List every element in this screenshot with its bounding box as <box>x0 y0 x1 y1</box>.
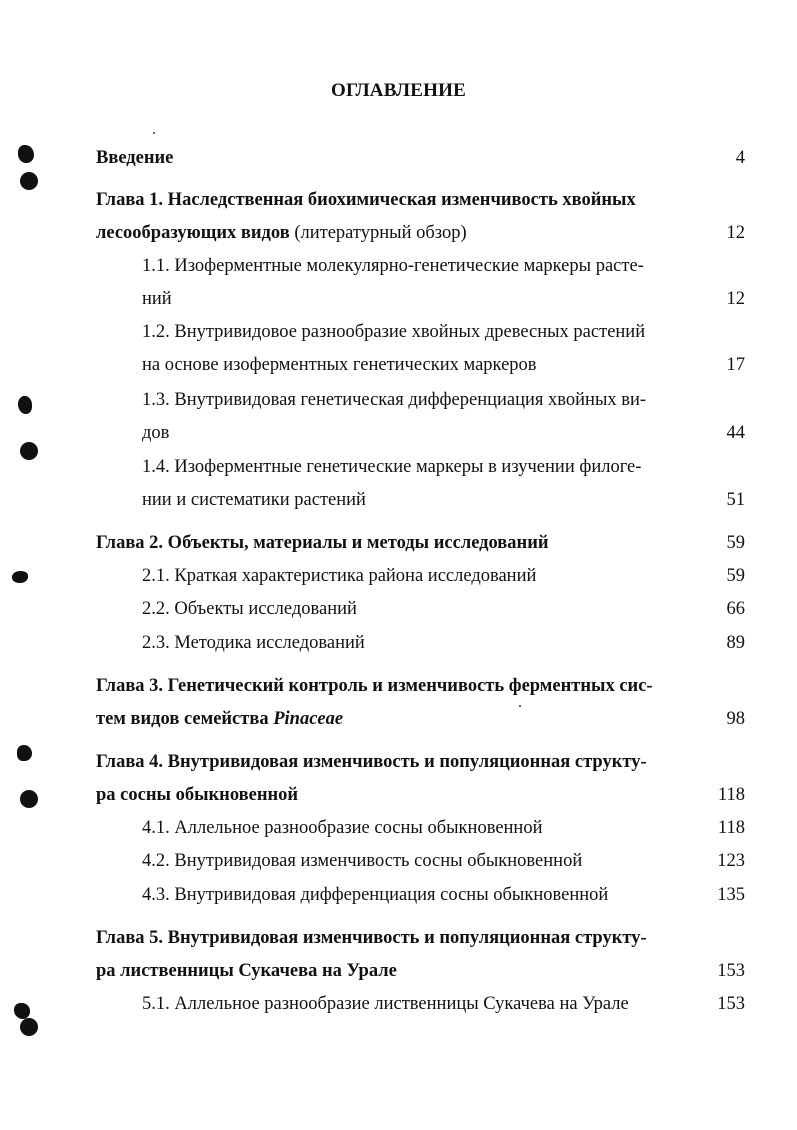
toc-1-2-line2: на основе изоферментных генетических маркеров <box>142 355 537 375</box>
toc-intro-page: 4 <box>735 148 745 168</box>
toc-1-1-line1: 1.1. Изоферментные молекулярно-генетические маркеры расте- <box>142 256 644 276</box>
toc-4-2-page: 123 <box>717 851 745 871</box>
toc-1-4-line1: 1.4. Изоферментные генетические маркеры в изучении филоге- <box>142 457 642 477</box>
toc-1-3-line1: 1.3. Внутривидовая генетическая дифференциация хвойных ви- <box>142 390 647 410</box>
toc-2-1-page: 59 <box>726 566 745 586</box>
toc-5-1-page: 153 <box>717 994 745 1014</box>
page-title: ОГЛАВЛЕНИЕ <box>331 80 466 101</box>
toc-ch1-line2-rest: (литературный обзор) <box>289 223 467 243</box>
scan-speck <box>519 705 521 707</box>
toc-1-3-page: 44 <box>726 423 745 443</box>
punch-hole-mark <box>18 396 32 414</box>
punch-hole <box>20 172 38 190</box>
toc-ch1-line2-bold: лесообразующих видов <box>96 223 290 243</box>
toc-1-4-line2: нии и систематики растений <box>142 490 366 510</box>
toc-ch3-line2 <box>96 708 343 730</box>
toc-ch4-line1: Глава 4. Внутривидовая изменчивость и популяционная структу- <box>96 752 647 772</box>
toc-2-3-page: 89 <box>726 633 745 653</box>
punch-hole-mark <box>14 1003 30 1019</box>
toc-ch3-page: 98 <box>726 709 745 729</box>
toc-2-2-page: 66 <box>726 599 745 619</box>
toc-4-3-label: 4.3. Внутривидовая дифференциация сосны обыкновенной <box>142 885 609 905</box>
toc-ch2-page: 59 <box>726 533 745 553</box>
toc-4-1-label: 4.1. Аллельное разнообразие сосны обыкновенной <box>142 818 543 838</box>
scan-speck <box>153 132 155 134</box>
toc-ch3-line2-italic: Pinaceae <box>273 709 344 729</box>
toc-ch3-line1: Глава 3. Генетический контроль и изменчивость ферментных сис- <box>96 676 653 696</box>
toc-1-1-page: 12 <box>726 289 745 309</box>
toc-5-1-label: 5.1. Аллельное разнообразие лиственницы Сукачева на Урале <box>142 994 629 1014</box>
toc-1-2-page: 17 <box>726 355 745 375</box>
toc-ch5-line2: ра лиственницы Сукачева на Урале <box>96 961 397 981</box>
toc-4-3-page: 135 <box>717 885 745 905</box>
toc-1-4-page: 51 <box>726 490 745 510</box>
punch-hole-mark <box>18 145 34 163</box>
toc-2-2-label: 2.2. Объекты исследований <box>142 599 357 619</box>
punch-hole <box>20 442 38 460</box>
toc-ch3-line2-text: тем видов семейства <box>96 709 274 729</box>
toc-ch5-line1: Глава 5. Внутривидовая изменчивость и популяционная структу- <box>96 928 647 948</box>
toc-2-1-label: 2.1. Краткая характеристика района исследований <box>142 566 537 586</box>
toc-1-2-line1: 1.2. Внутривидовое разнообразие хвойных древесных растений <box>142 322 646 342</box>
punch-hole-mark <box>17 745 32 761</box>
toc-ch1-line1: Глава 1. Наследственная биохимическая изменчивость хвойных <box>96 190 636 210</box>
toc-ch1-line2 <box>96 222 467 244</box>
toc-ch1-page: 12 <box>726 223 745 243</box>
toc-ch4-page: 118 <box>717 785 745 805</box>
toc-ch5-page: 153 <box>717 961 745 981</box>
punch-hole-mark <box>12 571 28 583</box>
toc-ch2-line1: Глава 2. Объекты, материалы и методы исследований <box>96 533 549 553</box>
toc-1-1-line2: ний <box>142 289 172 309</box>
toc-intro-label: Введение <box>96 148 174 168</box>
toc-ch4-line2: ра сосны обыкновенной <box>96 785 299 805</box>
toc-1-3-line2: дов <box>142 423 170 443</box>
punch-hole <box>20 790 38 808</box>
toc-2-3-label: 2.3. Методика исследований <box>142 633 365 653</box>
punch-hole <box>20 1018 38 1036</box>
toc-4-2-label: 4.2. Внутривидовая изменчивость сосны обыкновенной <box>142 851 583 871</box>
toc-4-1-page: 118 <box>717 818 745 838</box>
